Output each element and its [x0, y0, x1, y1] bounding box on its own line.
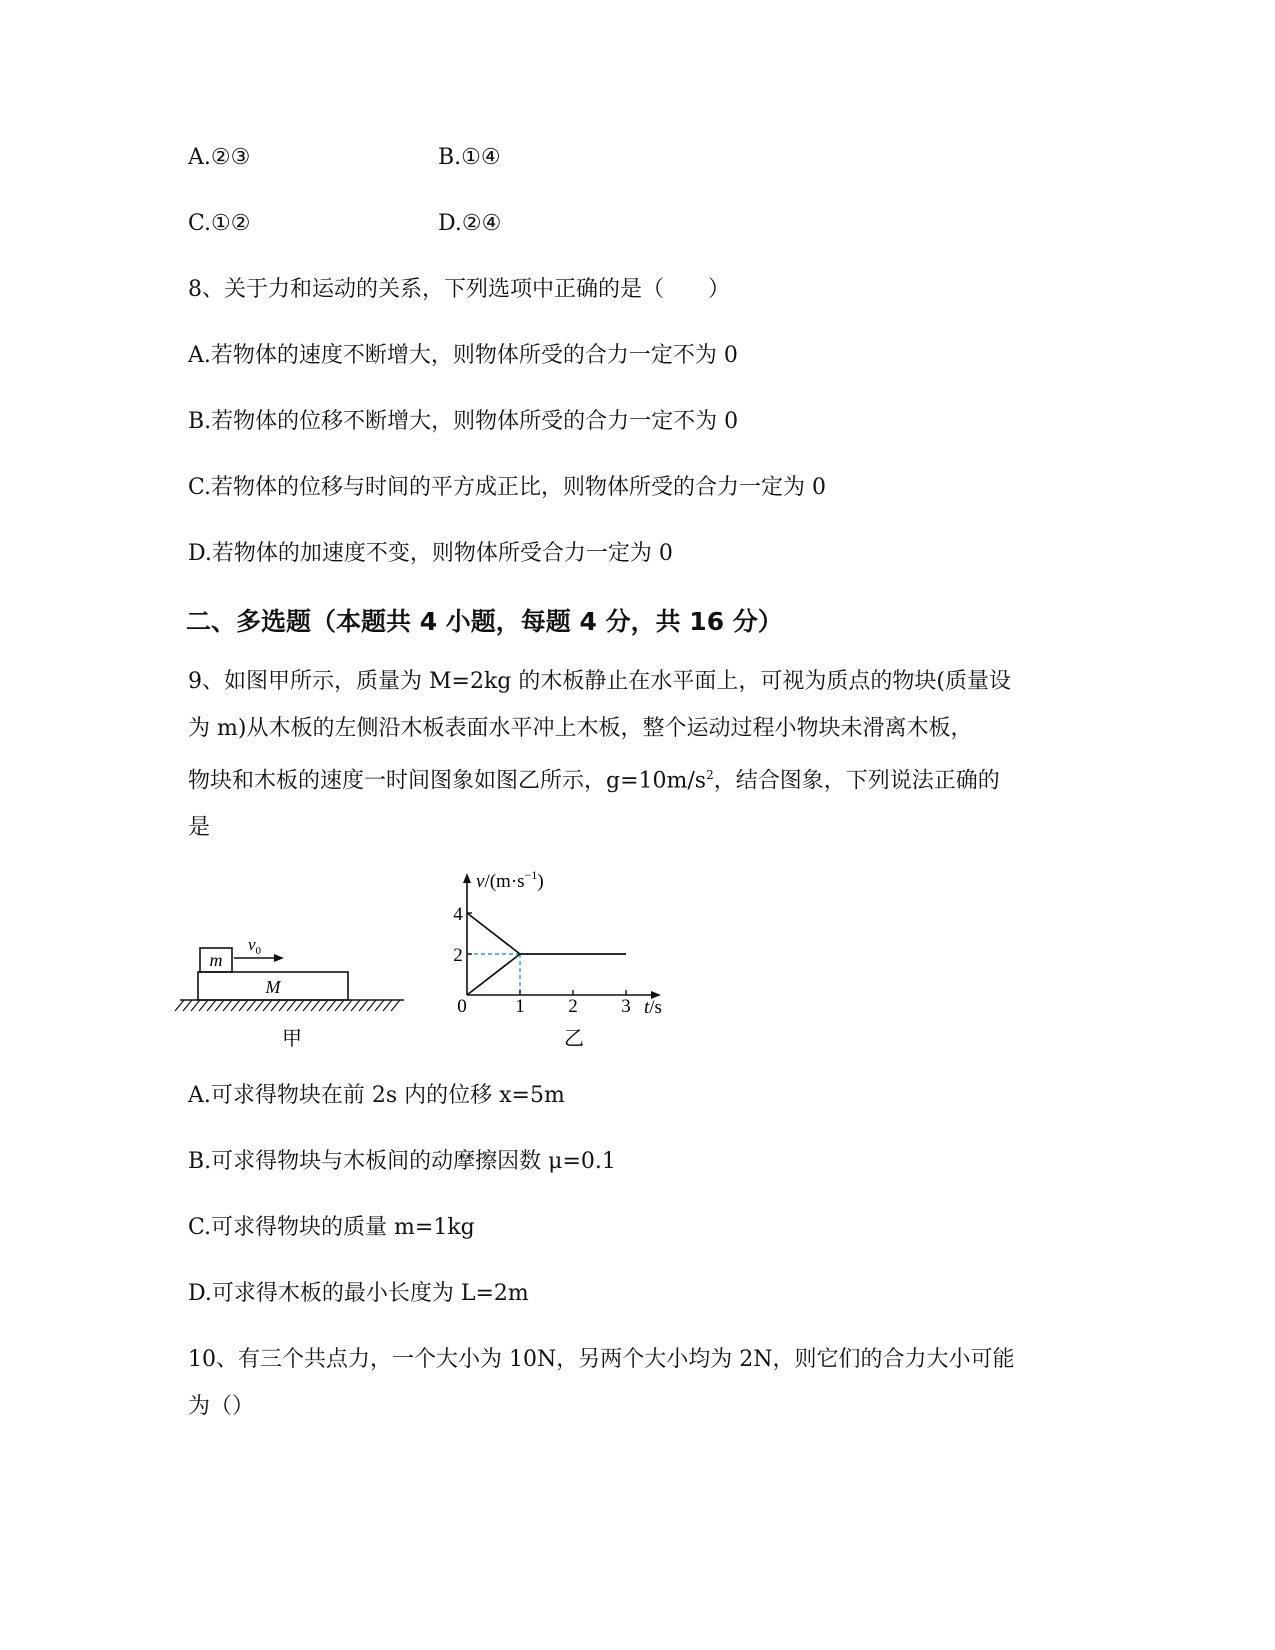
hatch-stroke: [359, 1000, 368, 1011]
hatch-stroke: [367, 1000, 376, 1011]
x-tick-label-2: 2: [568, 996, 578, 1017]
q9-stem: [188, 658, 1088, 851]
q10-stem-line: 10、有三个共点力，一个大小为 10N，另两个大小均为 2N，则它们的合力大小可能: [188, 1347, 1015, 1372]
q9-stem-line: [188, 752, 1088, 804]
series-board-velocity: [467, 954, 520, 995]
hatch-stroke: [343, 1000, 352, 1011]
y-axis-label-close: ): [537, 871, 544, 892]
hatch-stroke: [279, 1000, 288, 1011]
velocity-subscript: 0: [255, 945, 262, 957]
y-tick-label-4: 4: [453, 904, 463, 925]
q9-stem-superscript: 2: [706, 768, 714, 782]
x-axis-label-unit: /s: [649, 997, 662, 1018]
section-heading: 二、多选题（本题共 4 小题，每题 4 分，共 16 分）: [186, 607, 783, 636]
hatch-stroke: [255, 1000, 264, 1011]
hatch-stroke: [287, 1000, 296, 1011]
y-tick-label-2: 2: [453, 945, 463, 966]
board-label: M: [265, 977, 281, 997]
q8-option-a: A.若物体的速度不断增大，则物体所受的合力一定不为 0: [188, 343, 738, 368]
hatch-stroke: [199, 1000, 208, 1011]
figure-jia: [170, 920, 420, 1060]
hatch-stroke: [335, 1000, 344, 1011]
q9-stem-line: 为 m)从木板的左侧沿木板表面水平冲上木板，整个运动过程小物块未滑离木板，: [188, 716, 973, 741]
q8-option-d: D.若物体的加速度不变，则物体所受合力一定为 0: [188, 541, 673, 566]
hatch-stroke: [311, 1000, 320, 1011]
q7-option-c: C.①②: [188, 211, 251, 236]
hatch-stroke: [351, 1000, 360, 1011]
hatch-stroke: [263, 1000, 272, 1011]
hatch-stroke: [191, 1000, 200, 1011]
q9-stem-text: 物块和木板的速度一时间图象如图乙所示，g=10m/s: [188, 768, 707, 794]
x-axis-label-var: t: [644, 997, 650, 1018]
q9-stem-line: 是: [188, 815, 211, 841]
q10-stem: [188, 1336, 1088, 1430]
q9-option-d: D.可求得木板的最小长度为 L=2m: [188, 1281, 529, 1306]
figure-yi-caption: 乙: [564, 1028, 584, 1050]
ground-hatching: [175, 1000, 400, 1011]
hatch-stroke: [375, 1000, 384, 1011]
hatch-stroke: [271, 1000, 280, 1011]
hatch-stroke: [247, 1000, 256, 1011]
q7-option-a: A.②③: [188, 145, 251, 170]
origin-label: 0: [457, 996, 467, 1017]
hatch-stroke: [183, 1000, 192, 1011]
q7-option-b: B.①④: [438, 145, 501, 170]
hatch-stroke: [295, 1000, 304, 1011]
hatch-stroke: [319, 1000, 328, 1011]
tick-labels: [453, 904, 631, 1017]
hatch-stroke: [215, 1000, 224, 1011]
velocity-label: [248, 935, 262, 957]
velocity-letter: v: [248, 935, 256, 954]
hatch-stroke: [207, 1000, 216, 1011]
hatch-stroke: [303, 1000, 312, 1011]
y-axis-label-var: v: [476, 871, 485, 892]
q8-option-c: C.若物体的位移与时间的平方成正比，则物体所受的合力一定为 0: [188, 475, 827, 500]
y-axis-arrowhead: [463, 873, 471, 883]
y-axis-label-sup: −1: [524, 868, 538, 882]
figure-yi: [440, 865, 680, 1060]
series-block-velocity: [467, 913, 626, 954]
q9-option-c: C.可求得物块的质量 m=1kg: [188, 1215, 475, 1240]
block-label: m: [209, 950, 223, 970]
q8-option-b: B.若物体的位移不断增大，则物体所受的合力一定不为 0: [188, 409, 739, 434]
q9-stem-line: 9、如图甲所示，质量为 M=2kg 的木板静止在水平面上，可视为质点的物块(质量设: [188, 669, 1011, 694]
hatch-stroke: [175, 1000, 184, 1011]
velocity-arrowhead: [274, 954, 284, 962]
figure-jia-caption: 甲: [282, 1028, 302, 1050]
hatch-stroke: [231, 1000, 240, 1011]
y-axis-label-unit: /(m·s: [484, 871, 525, 892]
hatch-stroke: [391, 1000, 400, 1011]
hatch-stroke: [239, 1000, 248, 1011]
q9-option-a: A.可求得物块在前 2s 内的位移 x=5m: [188, 1083, 565, 1108]
q10-stem-line: 为（）: [188, 1394, 255, 1419]
x-tick-label-1: 1: [515, 996, 525, 1017]
q8-stem: 8、关于力和运动的关系，下列选项中正确的是（ ）: [188, 277, 730, 302]
hatch-stroke: [327, 1000, 336, 1011]
q7-option-d: D.②④: [438, 211, 502, 236]
hatch-stroke: [383, 1000, 392, 1011]
y-axis-label: [476, 868, 544, 892]
q9-option-b: B.可求得物块与木板间的动摩擦因数 μ=0.1: [188, 1149, 616, 1174]
hatch-stroke: [223, 1000, 232, 1011]
x-tick-label-3: 3: [621, 996, 631, 1017]
q9-stem-text: ，结合图象，下列说法正确的: [713, 768, 1000, 794]
x-axis-label: [644, 997, 662, 1018]
